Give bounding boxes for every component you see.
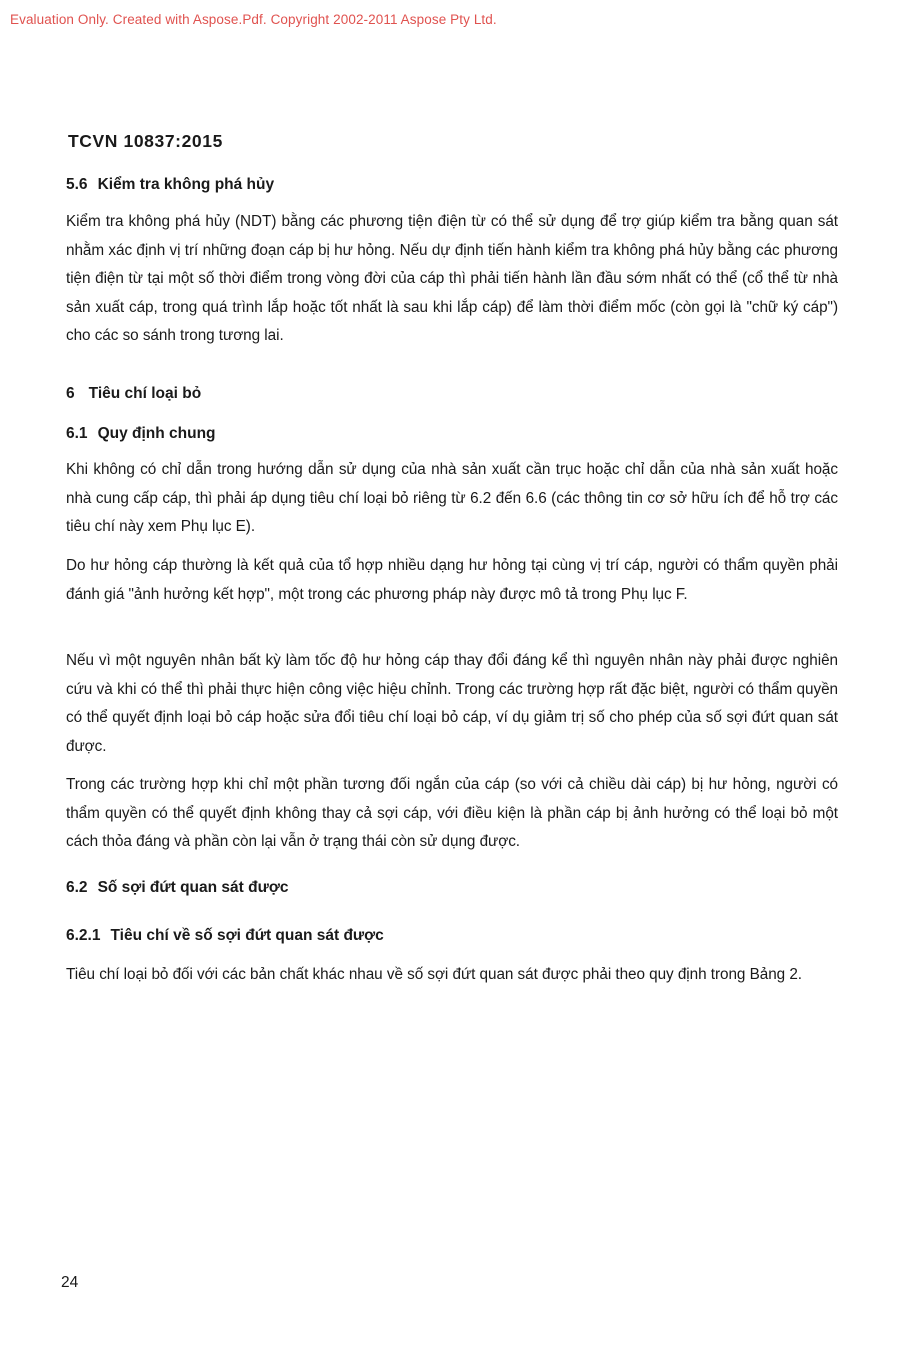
- section-number: 6: [66, 385, 75, 402]
- section-heading-6-2: [66, 879, 288, 897]
- section-heading-6-2-1: [66, 927, 384, 945]
- section-heading-6: [66, 385, 201, 403]
- aspose-watermark: Evaluation Only. Created with Aspose.Pdf. Copyright 2002-2011 Aspose Pty Ltd.: [10, 12, 497, 27]
- page-number: 24: [61, 1274, 79, 1291]
- section-title: Tiêu chí về số sợi đứt quan sát được: [110, 927, 384, 944]
- paragraph-partial-damage: Trong các trường hợp khi chỉ một phần tương đối ngắn của cáp (so với cả chiều dài cáp) bị hư hỏng, người có thẩm quyền có thể quyết định không thay cả sợi cáp, với điều kiện là phần cáp bị ảnh hưởng có thể loại bỏ một cách thỏa đáng và phần còn lại vẫn ở trạng thái còn sử dụng được.: [66, 776, 838, 851]
- paragraph-deterioration-rate: Nếu vì một nguyên nhân bất kỳ làm tốc độ hư hỏng cáp thay đổi đáng kể thì nguyên nhân này phải được nghiên cứu và khi có thể thì phải thực hiện công việc hiệu chỉnh. Trong các trường hợp rất đặc biệt, người có thẩm quyền có thể quyết định loại bỏ cáp hoặc sửa đổi tiêu chí loại bỏ cáp, ví dụ giảm trị số cho phép của số sợi đứt quan sát được.: [66, 652, 838, 755]
- section-title: Quy định chung: [97, 425, 216, 442]
- document-code-header: TCVN 10837:2015: [68, 131, 223, 151]
- section-number: 6.1: [66, 425, 88, 442]
- section-heading-5-6: [66, 176, 274, 194]
- section-number: 6.2.1: [66, 927, 101, 944]
- section-title: Tiêu chí loại bỏ: [88, 385, 202, 402]
- paragraph-ndt: Kiểm tra không phá hủy (NDT) bằng các phương tiện điện từ có thể sử dụng để trợ giúp kiểm tra bằng quan sát nhằm xác định vị trí những đoạn cáp bị hư hỏng. Nếu dự định tiến hành kiểm tra không phá hủy bằng các phương tiện điện từ tại một số thời điểm trong vòng đời của cáp thì phải tiến hành lần đầu sớm nhất có thể (cổ thể từ nhà sản xuất cáp, trong quá trình lắp hoặc tốt nhất là sau khi lắp cáp) để làm thời điểm mốc (còn gọi là "chữ ký cáp") cho các so sánh trong tương lai.: [66, 213, 838, 345]
- section-number: 6.2: [66, 879, 88, 896]
- section-title: Kiểm tra không phá hủy: [97, 176, 275, 193]
- section-heading-6-1: [66, 425, 216, 443]
- paragraph-table-reference: Tiêu chí loại bỏ đối với các bản chất khác nhau về số sợi đứt quan sát được phải theo quy định trong Bảng 2.: [66, 966, 802, 983]
- paragraph-general-rule: Khi không có chỉ dẫn trong hướng dẫn sử dụng của nhà sản xuất cần trục hoặc chỉ dẫn của nhà sản xuất hoặc nhà cung cấp cáp, thì phải áp dụng tiêu chí loại bỏ riêng từ 6.2 đến 6.6 (các thông tin cơ sở hữu ích để hỗ trợ các tiêu chí này xem Phụ lục E).: [66, 461, 838, 536]
- section-title: Số sợi đứt quan sát được: [97, 879, 289, 896]
- paragraph-combined-effect: Do hư hỏng cáp thường là kết quả của tổ hợp nhiều dạng hư hỏng tại cùng vị trí cáp, người có thẩm quyền phải đánh giá "ảnh hưởng kết hợp", một trong các phương pháp này được mô tả trong Phụ lục F.: [66, 557, 838, 603]
- section-number: 5.6: [66, 176, 88, 193]
